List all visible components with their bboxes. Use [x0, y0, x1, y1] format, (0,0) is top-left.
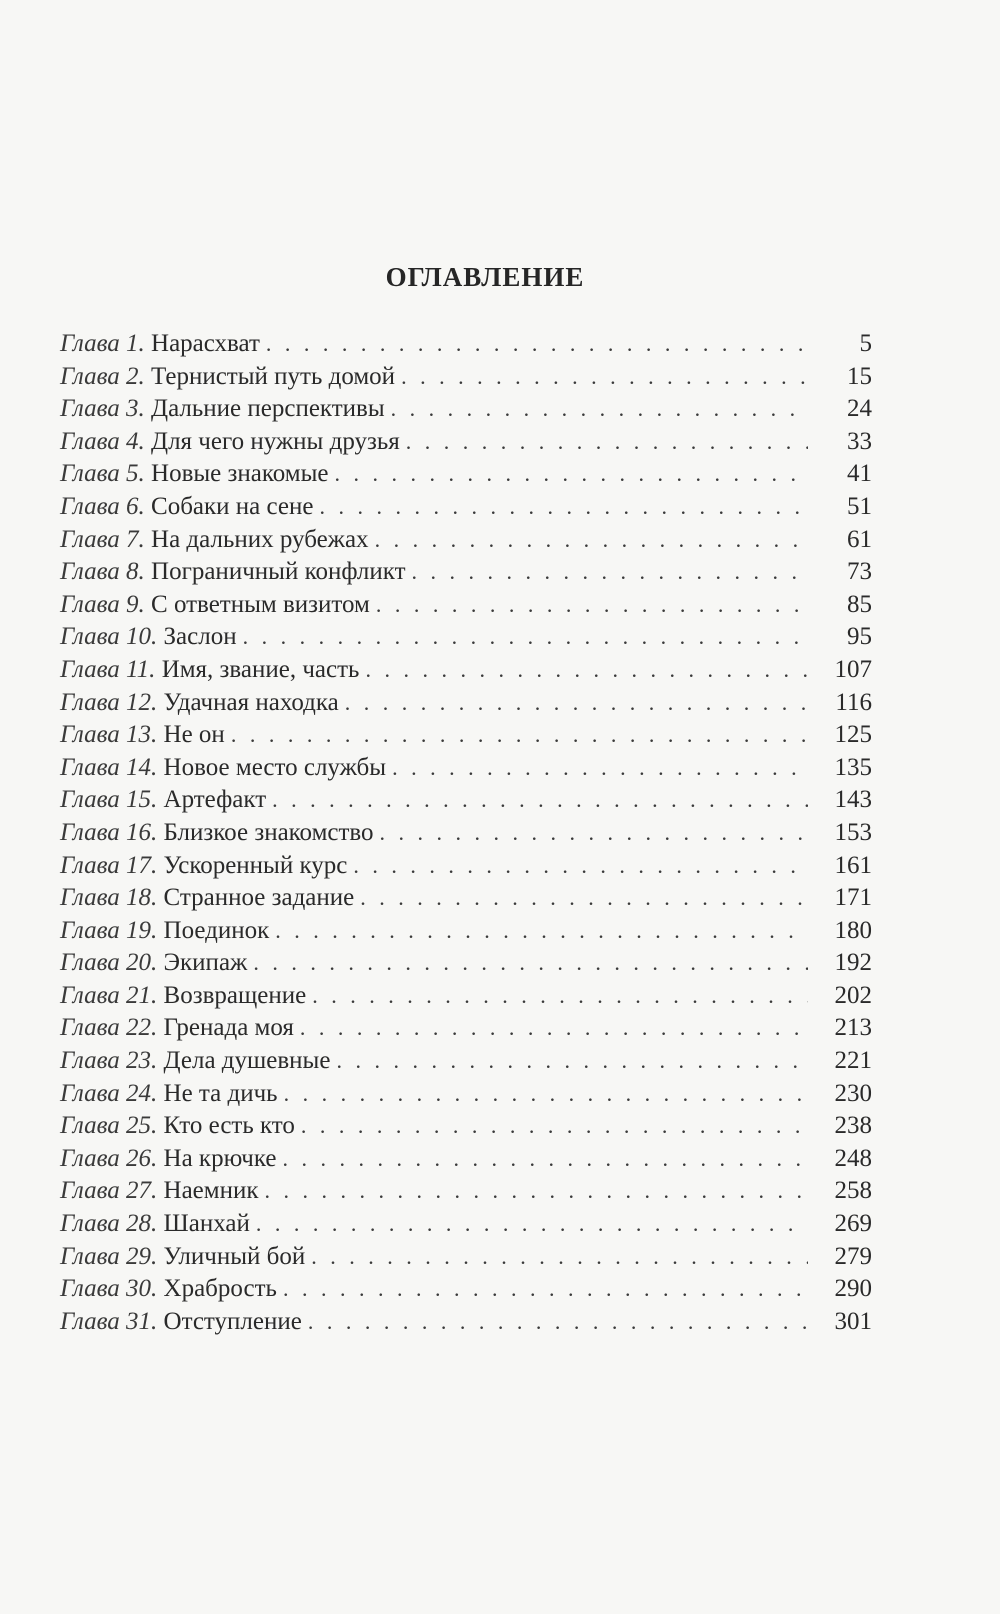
toc-entry: [60, 393, 872, 426]
page-number: 125: [834, 721, 872, 749]
dot-leader: [391, 393, 808, 426]
toc-entry-label: [60, 328, 260, 361]
dot-leader: [406, 426, 808, 459]
toc-entry: [60, 1078, 872, 1111]
dot-leader: [312, 980, 808, 1013]
page-number: 95: [847, 623, 872, 651]
toc-entry: [60, 687, 872, 720]
toc-entry: [60, 426, 872, 459]
toc-entry: [60, 524, 872, 557]
chapter-title: Кто есть кто: [163, 1112, 295, 1140]
chapter-title: Гренада моя: [163, 1014, 294, 1042]
toc-entry: [60, 621, 872, 654]
chapter-title: На дальних рубежах: [151, 525, 369, 553]
toc-entry: [60, 1143, 872, 1176]
page-number: 238: [834, 1112, 872, 1140]
dot-leader: [265, 1175, 808, 1208]
toc-entry: [60, 817, 872, 850]
chapter-number: Глава 27.: [60, 1177, 158, 1205]
chapter-title: Дальние перспективы: [151, 395, 385, 423]
toc-entry-label: [60, 393, 385, 426]
chapter-number: Глава 18.: [60, 884, 158, 912]
chapter-number: Глава 2.: [60, 362, 145, 390]
toc-entry: [60, 654, 872, 687]
toc-entry-label: [60, 426, 400, 459]
toc-entry: [60, 589, 872, 622]
chapter-number: Глава 15.: [60, 786, 158, 814]
chapter-title: Нарасхват: [151, 330, 260, 357]
chapter-number: Глава 12.: [60, 688, 158, 716]
dot-leader: [308, 1306, 808, 1339]
chapter-number: Глава 25.: [60, 1112, 158, 1140]
toc-entry-label: [60, 654, 359, 687]
chapter-number: Глава 17.: [60, 851, 158, 879]
page-number: 51: [847, 492, 872, 520]
toc-entry-label: [60, 1045, 330, 1078]
toc-entry-label: [60, 361, 395, 394]
toc-entry: [60, 947, 872, 980]
dot-leader: [272, 784, 808, 817]
dot-leader: [365, 654, 808, 687]
chapter-title: Не он: [163, 721, 225, 749]
chapter-number: Глава 1.: [60, 330, 145, 357]
chapter-title: Новые знакомые: [151, 460, 329, 488]
page-number: 192: [834, 949, 872, 977]
page-number: 107: [834, 655, 872, 683]
chapter-title: Ускоренный курс: [163, 851, 348, 879]
toc-entry: [60, 1012, 872, 1045]
dot-leader: [401, 361, 808, 394]
chapter-number: Глава 14.: [60, 753, 158, 781]
chapter-number: Глава 7.: [60, 525, 145, 553]
toc-entry-label: [60, 1110, 295, 1143]
chapter-title: Не та дичь: [163, 1079, 278, 1107]
chapter-title: Тернистый путь домой: [151, 362, 396, 390]
toc-entry-label: [60, 687, 339, 720]
toc-entry-label: [60, 882, 354, 915]
page-title: ОГЛАВЛЕНИЕ: [385, 262, 585, 292]
chapter-title: Новое место службы: [163, 753, 387, 781]
dot-leader: [335, 458, 809, 491]
page-number: 85: [847, 590, 872, 618]
chapter-title: Экипаж: [163, 949, 248, 977]
chapter-number: Глава 30.: [60, 1275, 158, 1303]
toc-entry: [60, 784, 872, 817]
toc-entry-label: [60, 915, 269, 948]
page-number: 258: [834, 1177, 872, 1205]
chapter-title: Артефакт: [163, 786, 267, 814]
dot-leader: [392, 752, 808, 785]
dot-leader: [284, 1078, 808, 1111]
toc-entry-label: [60, 1273, 277, 1306]
toc-entry-label: [60, 1241, 305, 1274]
page-number: 180: [834, 916, 872, 944]
toc-entry-label: [60, 524, 369, 557]
dot-leader: [412, 556, 809, 589]
toc-entry-label: [60, 947, 247, 980]
dot-leader: [253, 947, 808, 980]
table-of-contents: [60, 328, 872, 1338]
page-number: 290: [834, 1275, 872, 1303]
toc-entry-label: [60, 752, 386, 785]
chapter-number: Глава 5.: [60, 460, 145, 488]
chapter-number: Глава 20.: [60, 949, 158, 977]
chapter-number: Глава 6.: [60, 492, 145, 520]
chapter-number: Глава 21.: [60, 981, 158, 1009]
page-number: 15: [847, 362, 872, 390]
chapter-title: Уличный бой: [163, 1242, 306, 1270]
chapter-title: С ответным визитом: [151, 590, 370, 618]
toc-entry-label: [60, 1306, 302, 1339]
chapter-number: Глава 26.: [60, 1144, 158, 1172]
chapter-number: Глава 22.: [60, 1014, 158, 1042]
toc-entry-label: [60, 784, 266, 817]
chapter-title: Храбрость: [163, 1275, 277, 1303]
page-number: 279: [834, 1242, 872, 1270]
toc-entry-label: [60, 1012, 294, 1045]
toc-entry: [60, 1241, 872, 1274]
chapter-title: Шанхай: [163, 1210, 250, 1238]
dot-leader: [301, 1110, 808, 1143]
chapter-number: Глава 8.: [60, 558, 145, 586]
chapter-number: Глава 4.: [60, 427, 145, 455]
chapter-title: Пограничный конфликт: [151, 558, 406, 586]
chapter-number: Глава 28.: [60, 1210, 158, 1238]
chapter-title: Удачная находка: [163, 688, 339, 716]
dot-leader: [353, 850, 808, 883]
toc-entry: [60, 1045, 872, 1078]
dot-leader: [336, 1045, 808, 1078]
dot-leader: [283, 1273, 808, 1306]
chapter-number: Глава 16.: [60, 818, 158, 846]
chapter-number: Глава 23.: [60, 1047, 158, 1075]
toc-entry-label: [60, 589, 370, 622]
page-number: 135: [834, 753, 872, 781]
dot-leader: [345, 687, 808, 720]
chapter-number: Глава 10.: [60, 623, 158, 651]
dot-leader: [380, 817, 808, 850]
chapter-title: Возвращение: [163, 981, 307, 1009]
page-number: 230: [834, 1079, 872, 1107]
toc-entry: [60, 719, 872, 752]
toc-entry: [60, 1208, 872, 1241]
toc-entry: [60, 915, 872, 948]
chapter-number: Глава 31.: [60, 1307, 158, 1335]
chapter-number: Глава 24.: [60, 1079, 158, 1107]
toc-entry: [60, 556, 872, 589]
toc-entry-label: [60, 719, 225, 752]
toc-entry-label: [60, 556, 406, 589]
chapter-number: Глава 9.: [60, 590, 145, 618]
toc-entry-label: [60, 850, 347, 883]
toc-entry-label: [60, 980, 306, 1013]
chapter-number: Глава 11.: [60, 655, 156, 683]
toc-entry-label: [60, 1143, 277, 1176]
chapter-number: Глава 29.: [60, 1242, 158, 1270]
chapter-number: Глава 19.: [60, 916, 158, 944]
toc-entry-label: [60, 817, 374, 850]
toc-entry: [60, 1110, 872, 1143]
toc-entry-label: [60, 458, 329, 491]
page-number: 161: [834, 851, 872, 879]
page-number: 301: [834, 1307, 872, 1335]
chapter-title: Наемник: [163, 1177, 259, 1205]
toc-entry-label: [60, 1208, 250, 1241]
page-number: 202: [834, 981, 872, 1009]
toc-entry: [60, 850, 872, 883]
chapter-title: Собаки на сене: [151, 492, 314, 520]
dot-leader: [283, 1143, 809, 1176]
dot-leader: [266, 328, 808, 361]
page-number: 73: [847, 558, 872, 586]
toc-entry: [60, 1306, 872, 1339]
chapter-title: Отступление: [163, 1307, 302, 1335]
chapter-title: Заслон: [163, 623, 237, 651]
dot-leader: [231, 719, 808, 752]
toc-entry-label: [60, 621, 237, 654]
page-number: 33: [847, 427, 872, 455]
chapter-title: Имя, звание, часть: [161, 655, 360, 683]
dot-leader: [275, 915, 808, 948]
dot-leader: [376, 589, 808, 622]
chapter-title: Близкое знакомство: [163, 818, 374, 846]
toc-entry: [60, 328, 872, 361]
page-number: 24: [847, 395, 872, 423]
page-number: 5: [859, 330, 872, 357]
toc-entry: [60, 458, 872, 491]
chapter-title: Для чего нужны друзья: [151, 427, 400, 455]
dot-leader: [360, 882, 808, 915]
page-number: 248: [834, 1144, 872, 1172]
toc-entry: [60, 361, 872, 394]
page-number: 171: [834, 884, 872, 912]
toc-entry: [60, 1175, 872, 1208]
chapter-number: Глава 3.: [60, 395, 145, 423]
dot-leader: [311, 1241, 808, 1274]
toc-entry: [60, 882, 872, 915]
toc-entry-label: [60, 1078, 278, 1111]
dot-leader: [243, 621, 808, 654]
dot-leader: [320, 491, 809, 524]
page-number: 213: [834, 1014, 872, 1042]
chapter-title: Дела душевные: [163, 1047, 331, 1075]
toc-entry: [60, 752, 872, 785]
chapter-title: На крючке: [163, 1144, 277, 1172]
page-number: 153: [834, 818, 872, 846]
chapter-title: Поединок: [163, 916, 270, 944]
chapter-title: Странное задание: [163, 884, 355, 912]
page-number: 143: [834, 786, 872, 814]
page-number: 116: [835, 688, 872, 716]
page-number: 269: [834, 1210, 872, 1238]
toc-entry: [60, 980, 872, 1013]
dot-leader: [300, 1012, 808, 1045]
toc-entry: [60, 491, 872, 524]
chapter-number: Глава 13.: [60, 721, 158, 749]
page-number: 221: [834, 1047, 872, 1075]
page-number: 41: [847, 460, 872, 488]
dot-leader: [375, 524, 808, 557]
dot-leader: [256, 1208, 808, 1241]
toc-entry-label: [60, 1175, 259, 1208]
toc-entry: [60, 1273, 872, 1306]
toc-entry-label: [60, 491, 314, 524]
page-number: 61: [847, 525, 872, 553]
